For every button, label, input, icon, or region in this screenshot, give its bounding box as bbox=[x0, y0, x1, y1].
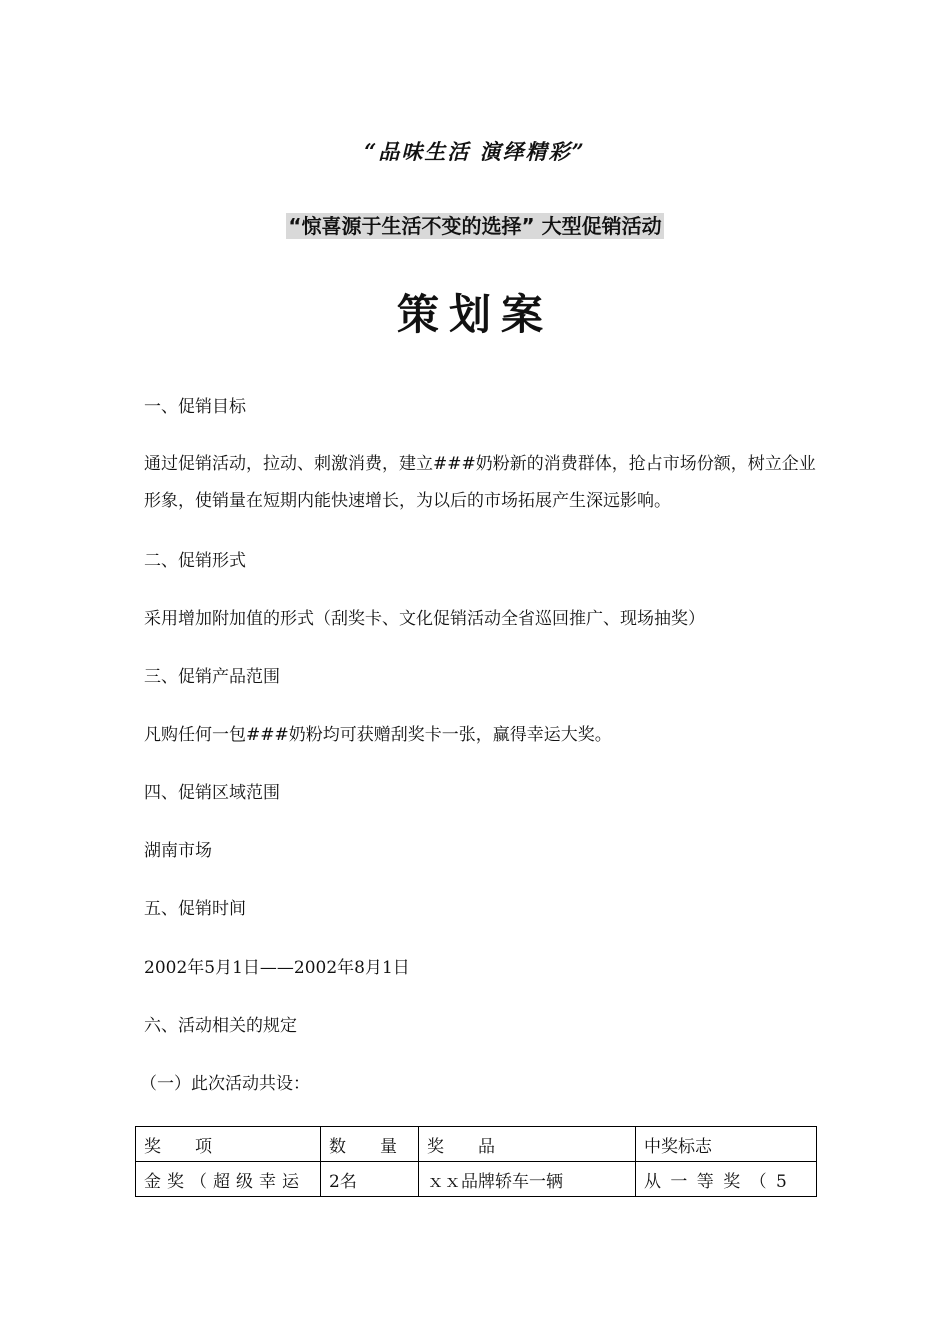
section-heading-rules: 六、活动相关的规定 bbox=[144, 1016, 297, 1036]
section-text-form: 采用增加附加值的形式（刮奖卡、文化促销活动全省巡回推广、现场抽奖） bbox=[144, 609, 705, 629]
headline bbox=[0, 210, 950, 239]
section-heading-goal: 一、促销目标 bbox=[144, 397, 246, 417]
table-header-cell: 中奖标志 bbox=[636, 1127, 817, 1162]
section-text-goal: 通过促销活动，拉动、刺激消费，建立###奶粉新的消费群体，抢占市场份额，树立企业形象，使销量在短期内能快速增长，为以后的市场拓展产生深远影响。 bbox=[144, 454, 816, 511]
table-cell: 金奖（超级幸运 bbox=[136, 1162, 321, 1197]
section-text-region: 湖南市场 bbox=[144, 841, 212, 861]
table-header-row bbox=[136, 1127, 817, 1162]
table-cell: 从 一 等 奖 （ 5 bbox=[636, 1162, 817, 1197]
document-title: 策划案 bbox=[396, 290, 553, 339]
table-cell: ｘｘ品牌轿车一辆 bbox=[419, 1162, 636, 1197]
section-heading-products: 三、促销产品范围 bbox=[144, 667, 280, 687]
prize-table bbox=[135, 1126, 817, 1197]
table-cell: 2名 bbox=[321, 1162, 419, 1197]
section-text-products: 凡购任何一包###奶粉均可获赠刮奖卡一张，赢得幸运大奖。 bbox=[144, 725, 612, 745]
table-header-cell: 奖 项 bbox=[136, 1127, 321, 1162]
table-row bbox=[136, 1162, 817, 1197]
section-heading-time: 五、促销时间 bbox=[144, 899, 246, 919]
table-header-cell: 数 量 bbox=[321, 1127, 419, 1162]
section-heading-region: 四、促销区域范围 bbox=[144, 783, 280, 803]
section-text-time: 2002年5月1日——2002年8月1日 bbox=[144, 958, 410, 978]
headline-text: “惊喜源于生活不变的选择” 大型促销活动 bbox=[288, 214, 662, 238]
section-subheading-prizes: （一）此次活动共设： bbox=[140, 1074, 310, 1094]
section-heading-form: 二、促销形式 bbox=[144, 551, 246, 571]
slogan: “品味生活 演绎精彩” bbox=[364, 139, 586, 164]
table-header-cell: 奖 品 bbox=[419, 1127, 636, 1162]
